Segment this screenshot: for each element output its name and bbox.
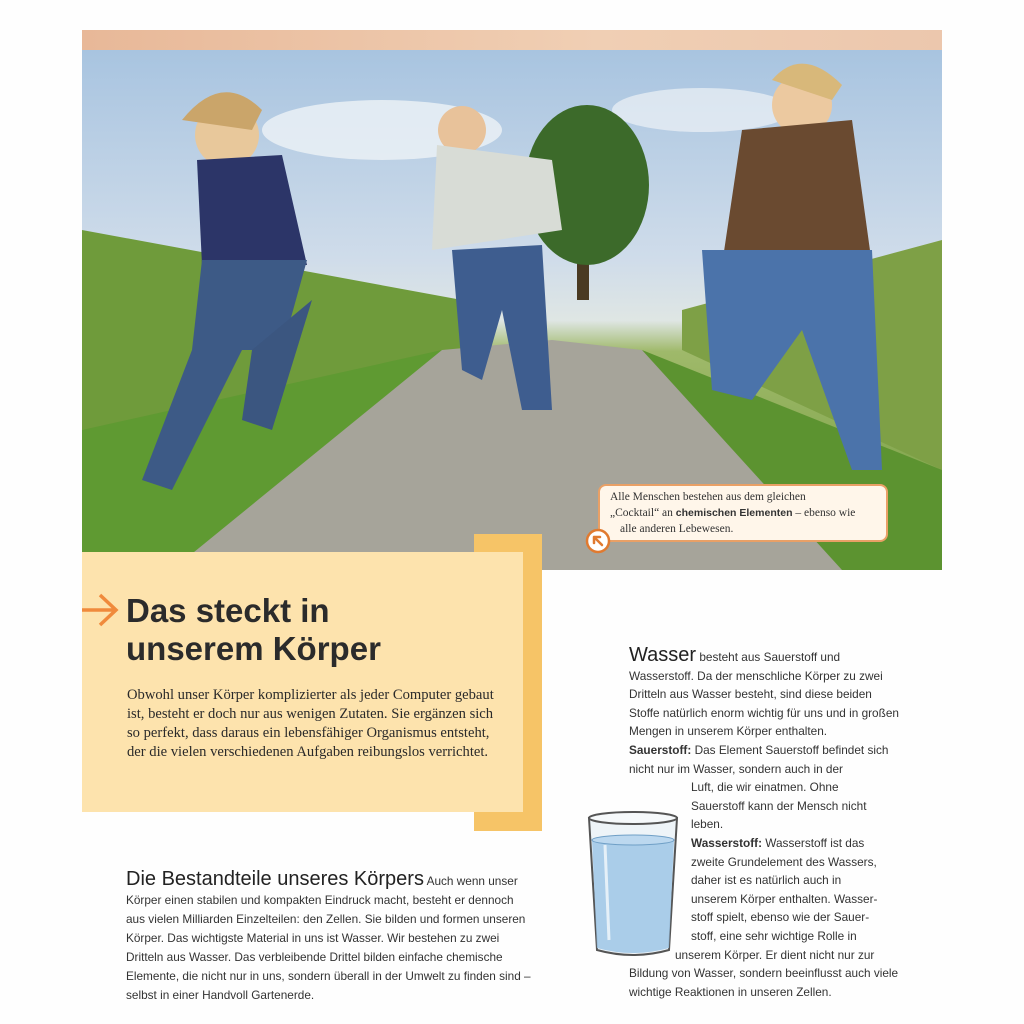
page-title	[126, 592, 381, 668]
water-glass-icon	[583, 810, 683, 960]
title-line2: unserem Körper	[126, 630, 381, 667]
caption-line2-post: – ebenso wie	[792, 507, 856, 519]
top-color-bar	[82, 30, 942, 50]
sauerstoff-text4: leben.	[691, 817, 724, 832]
wasserstoff-text3: daher ist es natürlich auch in	[691, 873, 842, 888]
sauerstoff-text2: Luft, die wir einatmen. Ohne	[691, 780, 839, 795]
wasserstoff-text6: stoff, eine sehr wichtige Rolle in	[691, 928, 857, 943]
wasserstoff-text1: Wasserstoff ist das	[765, 835, 865, 850]
wasserstoff-text8: Bildung von Wasser, sondern beeinflusst auch viele wichtige Reaktionen in unseren Zellen.	[629, 966, 899, 999]
wasser-text: besteht aus Sauerstoff und Wasserstoff. Da der menschliche Körper zu zwei Dritteln aus Wasser besteht, sind diese beiden Stoffe natürlich enorm wichtig für uns und in großen Mengen in unserem Körper enthalten.	[629, 650, 899, 739]
caption-line1: Alle Menschen bestehen aus dem gleichen	[610, 491, 806, 503]
caption-line2	[610, 505, 878, 521]
wasserstoff-text7: unserem Körper. Er dient nicht nur zur	[675, 947, 875, 962]
sauerstoff-label: Sauerstoff:	[629, 742, 692, 757]
wasserstoff-label: Wasserstoff:	[691, 835, 763, 850]
bestandteile-text: Auch wenn unser Körper einen stabilen und kompakten Eindruck macht, besteht er dennoch aus vielen Milliarden Einzelteilen: den Zellen. Sie bilden und formen unseren Körper. Das wichtigste Material in uns ist Wasser. Wir bestehen zu zwei Dritteln aus Wasser. Das verbleibende Drittel bilden einfache chemische Elemente, die nicht nur in uns, sondern überall in der Umwelt zu finden sind – selbst in einer Handvoll Gartenerde.	[126, 874, 531, 1002]
caption-line2-pre: „Cocktail“ an	[610, 507, 676, 519]
intro-text: Obwohl unser Körper komplizierter als jeder Computer gebaut ist, besteht er doch nur aus wenigen Zutaten. Sie ergänzen sich so perfekt, dass daraus ein lebensfähiger Organismus entsteht, der die vielen verschiedenen Aufgaben reibungslos verrichtet.	[127, 687, 494, 760]
title-line1: Das steckt in	[126, 592, 330, 629]
bestandteile-heading: Die Bestandteile unseres Körpers	[126, 868, 424, 890]
bestandteile-section	[126, 870, 534, 1005]
caption-arrow-icon	[585, 528, 611, 554]
wasserstoff-text4: unserem Körper enthalten. Wasser-	[691, 891, 878, 906]
arrow-right-icon	[80, 590, 120, 630]
wasserstoff-text5: stoff spielt, ebenso wie der Sauer-	[691, 910, 870, 925]
sauerstoff-text1: Das Element Sauerstoff befindet sich nicht nur im Wasser, sondern auch in der	[629, 742, 889, 776]
caption-bold-term: chemischen Elementen	[675, 507, 793, 519]
caption-line3: alle anderen Lebewesen.	[620, 523, 734, 535]
intro-box	[82, 552, 523, 812]
sauerstoff-text3: Sauerstoff kann der Mensch nicht	[691, 798, 867, 813]
wasser-heading: Wasser	[629, 644, 697, 666]
wasserstoff-text2: zweite Grundelement des Wassers,	[691, 854, 877, 869]
photo-caption	[598, 484, 888, 542]
